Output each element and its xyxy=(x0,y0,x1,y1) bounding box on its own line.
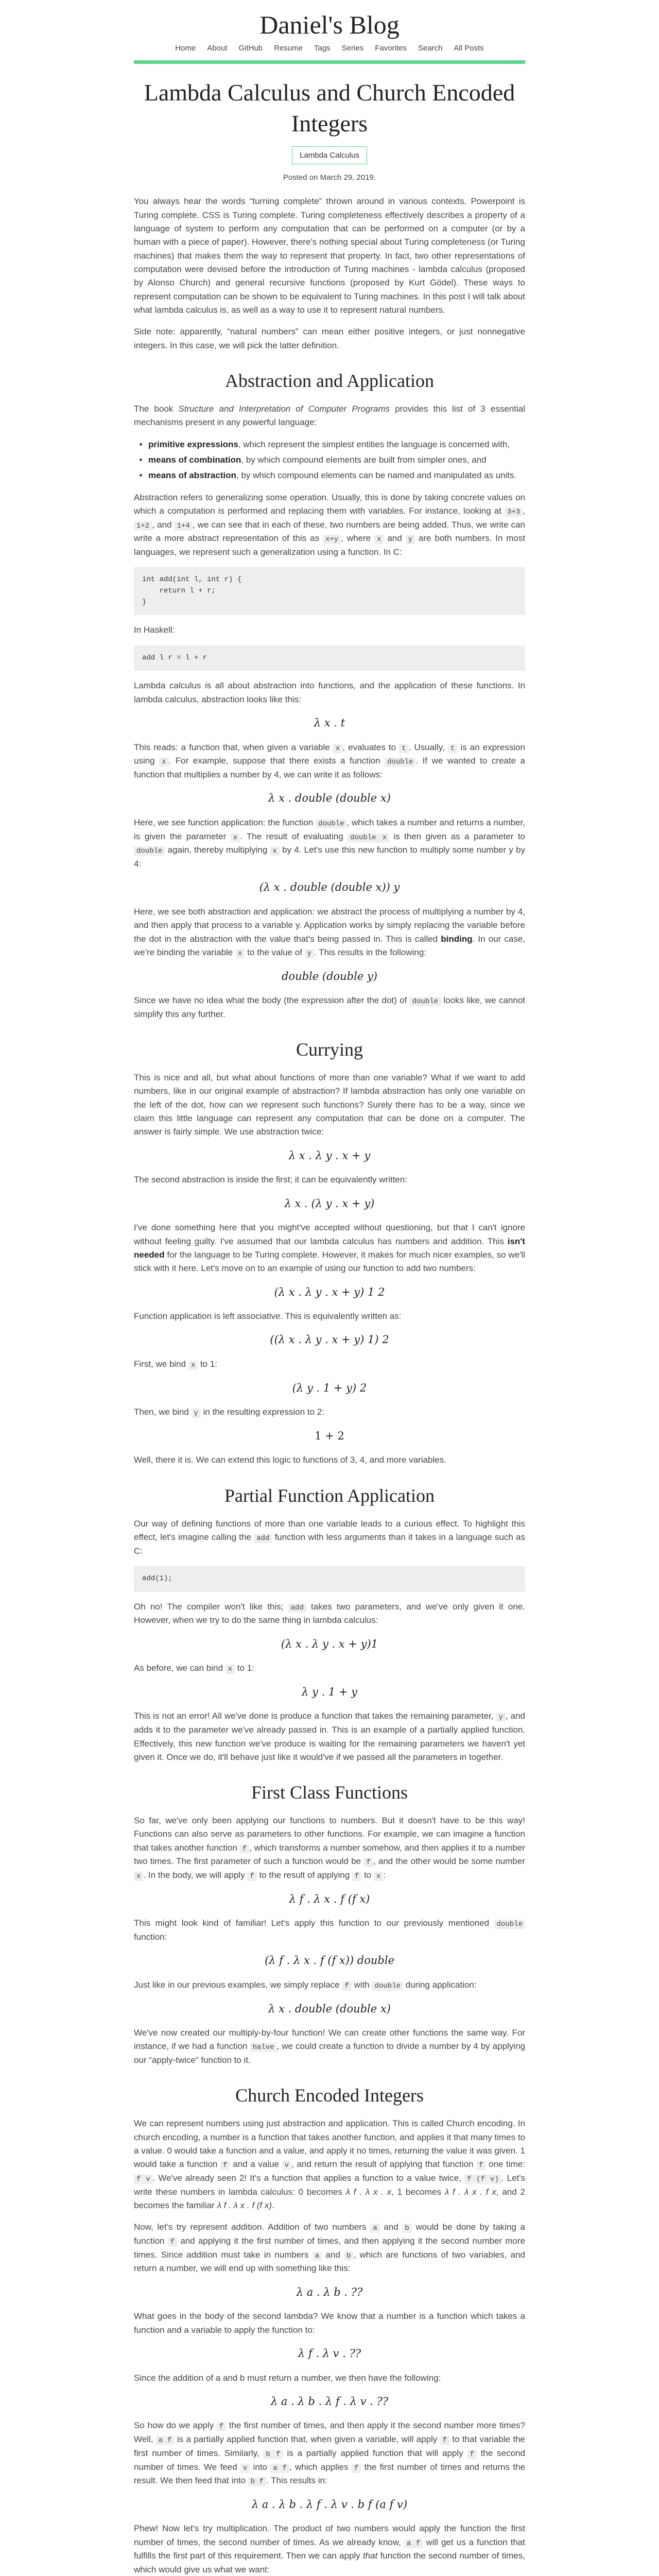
paragraph: First, we bind x to 1: xyxy=(134,1359,218,1369)
paragraph: We've now created our multiply-by-four function! We can create other functions the same way. For instance, if we had a function halve , we could create a function to divide a number by 4 by applying our “apply-twice” function to it. xyxy=(134,2028,525,2065)
paragraph: This is nice and all, but what about functions of more than one variable? What if we want to add numbers, like in our original example of abstraction? If lambda abstraction has only one variable on the left of the dot, how can we represent such functions? Surely there has to be a way, since we claim this little language can represent any computation that can be done on a computer. The answer is fairly simple. We use abstraction twice: xyxy=(134,1073,525,1137)
list-item: • means of abstraction, by which compound elements can be named and manipulated as units. xyxy=(148,469,525,482)
heading-currying: Currying xyxy=(296,1039,363,1060)
math-expression: λ x . λ y . x + y xyxy=(288,1149,371,1162)
nav-all-posts[interactable]: All Posts xyxy=(454,44,484,53)
paragraph: This reads: a function that, when given a variable x , evaluates to t . Usually, t is an expression using x . For example, suppose that there exists a function double . If we wanted to create a function that multiplies a number by 4, we can write it as follows: xyxy=(134,742,526,780)
math-expression: λ a . λ b . λ f . λ v . ?? xyxy=(270,2395,389,2408)
math-expression: λ a . λ b . ?? xyxy=(296,2285,363,2298)
paragraph: I've done something here that you might've accepted without questioning, but that I can't ignore without feeling guilty. I've assumed that our lambda calculus has numbers and addition. This isn't needed for the language to be Turing complete. However, it makes for much nicer examples, so we'll stick with it here. Let's move on to an example of using our function to add two numbers: xyxy=(134,1223,525,1274)
nav-tags[interactable]: Tags xyxy=(314,44,331,53)
post-title: Lambda Calculus and Church Encoded Integers xyxy=(144,79,515,137)
math-expression: λ x . (λ y . x + y) xyxy=(284,1197,375,1210)
paragraph: Since we have no idea what the body (the expression after the dot) of double looks like, we cannot simplify this any further. xyxy=(134,995,525,1019)
paragraph: Function application is left associative. This is equivalently written as: xyxy=(134,1311,402,1321)
tag-lambda-calculus[interactable]: Lambda Calculus xyxy=(292,146,367,164)
book-title: Structure and Interpretation of Computer Programs xyxy=(178,403,390,414)
list-item: • primitive expressions, which represent the simplest entities the language is concerned with, xyxy=(148,438,525,451)
post-date: Posted on March 29, 2019. xyxy=(283,173,376,182)
math-expression: λ f . λ x . f (f x) xyxy=(289,1892,370,1905)
inline-math: λ f . λ x . f x xyxy=(444,2187,496,2197)
paragraph: So far, we've only been applying our functions to numbers. But it doesn't have to be this way! Functions can also serve as parameters to other functions. For example, we can imagine a function that takes another function f , which transforms a number somehow, and then applies it to a number two times. The first parameter of such a function would be f , and the other would be some number x . In the body, we will apply f to the result of applying f to x : xyxy=(134,1816,525,1881)
heading-abstraction: Abstraction and Application xyxy=(225,370,434,392)
paragraph: This is not an error! All we've done is produce a function that takes the remaining parameter, y , and adds it to the parameter we've already passed in. This is an example of a partially applied function. Effectively, this new function we've produce is waiting for the remaining parameters we haven't yet given it. Once we do, it'll behave just like it would've if we passed all the parameters in together. xyxy=(134,1711,526,1762)
code-block-c: int add(int l, int r) { return l + r; } xyxy=(134,567,525,615)
header-accent-bar xyxy=(134,60,525,64)
nav-search[interactable]: Search xyxy=(418,44,443,53)
paragraph: As before, we can bind x to 1: xyxy=(134,1663,254,1674)
paragraph: Since the addition of a and b must return a number, we then have the following: xyxy=(134,2372,441,2383)
inline-math: λ f . λ x . f (f x) xyxy=(217,2200,272,2211)
math-expression: λ y . 1 + y xyxy=(301,1685,358,1698)
paragraph: In Haskell: xyxy=(134,625,175,635)
paragraph: We can represent numbers using just abstraction and application. This is called Church encoding. In church encoding, a number is a function that takes another function, and applies it that many times to a value. 0 would take a function and a value, and apply it no times, returning the value it was given. 1 would take a function f and a value v , and return the result of applying that function f one time: f v . We've already seen 2! It's a function that applies a function to a value twice, f (f v) . Let's write these numbers in lambda calculus: 0 becomes λ f . λ x . x, 1 becomes λ f . λ x . f x, and 2 becomes the familiar λ f . λ x . f (f x). xyxy=(134,2119,525,2211)
paragraph: Lambda calculus is all about abstraction into functions, and the application of these functions. In lambda calculus, abstraction looks like this: xyxy=(134,681,525,704)
math-expression: (λ y . 1 + y) 2 xyxy=(292,1381,367,1394)
paragraph: Now, let's try represent addition. Addition of two numbers a and b would be done by taking a function f and applying it the first number of times, and then applying it the second number more times. Since addition must take in numbers a and b , which are functions of two variables, and return a number, we will end up with something like this: xyxy=(134,2222,526,2274)
paragraph: Then, we bind y in the resulting expression to 2: xyxy=(134,1407,324,1418)
nav-resume[interactable]: Resume xyxy=(274,44,303,53)
nav-home[interactable]: Home xyxy=(175,44,196,53)
math-expression: λ x . t xyxy=(314,717,345,730)
math-expression: 1 + 2 xyxy=(315,1429,344,1442)
list-item: • means of combination, by which compound elements are built from simpler ones, and xyxy=(148,453,525,467)
main-nav xyxy=(134,42,525,59)
math-expression: ((λ x . λ y . x + y) 1) 2 xyxy=(270,1333,389,1346)
math-expression: (λ x . λ y . x + y) 1 2 xyxy=(274,1285,385,1298)
paragraph: Here, we see function application: the function double , which takes a number and returns a number, is given the parameter x . The result of evaluating double x is then given as a parameter to double again, thereby multiplying x by 4. Let's use this new function to multiply some number y by 4: xyxy=(134,817,525,869)
nav-favorites[interactable]: Favorites xyxy=(375,44,407,53)
paragraph: The second abstraction is inside the first; it can be equivalently written: xyxy=(134,1175,408,1185)
code-block-c: add(1); xyxy=(134,1566,525,1592)
paragraph: Here, we see both abstraction and application: we abstract the process of multiplying a number by 4, and then apply that process to a variable y. Application works by simply replacing the variable before the dot in the abstraction with the value that's being passed in. This is called binding. In our case, we're binding the variable x to the value of y . This results in the following: xyxy=(134,906,526,958)
heading-church-encoded-integers: Church Encoded Integers xyxy=(235,2085,424,2106)
math-expression: (λ x . double (double x)) y xyxy=(259,881,400,894)
site-title[interactable]: Daniel's Blog xyxy=(259,10,400,39)
math-expression: double (double y) xyxy=(282,970,377,982)
paragraph: So how do we apply f the first number of times, and then apply it the second number more times? Well, a f is a partially applied function that, when given a variable, will apply f to that variable the first number of times. Similarly, b f is a partially applied function that will apply f the second number of times. We feed v into a f , which applies f the first number of times and returns the result. We then feed that into b f . This results in: xyxy=(134,2420,525,2486)
paragraph: What goes in the body of the second lambda? We know that a number is a function which takes a function and a variable to apply the function to: xyxy=(134,2311,525,2335)
code-block-haskell: add l r = l + r xyxy=(134,646,525,671)
paragraph: Oh no! The compiler won't like this; add takes two parameters, and we've only given it one. However, when we try to do the same thing in lambda calculus: xyxy=(134,1601,525,1625)
inline-math: λ f . λ x . x xyxy=(345,2187,392,2197)
post xyxy=(134,77,525,2576)
heading-partial-application: Partial Function Application xyxy=(224,1485,435,1506)
intro-paragraph: You always hear the words “turning complete” thrown around in various contexts. Powerpoint is Turing complete. CSS is Turing complete. Turing completeness effectively describes a property of a language of system to perform any computation that can be performed on a computer (or by a human with a piece of paper). However, there's nothing special about Turing completeness (or Turing machines) that makes them the way to represent that property. In fact, two other representations of computation were devised before the introduction of Turing machines - lambda calculus (proposed by Alonso Church) and general recursive functions (proposed by Kurt Gödel). These ways to represent computation can be shown to be equivalent to Turing machines. In this post I will talk about what lambda calculus is, as well as a way to use it to represent natural numbers. xyxy=(134,196,525,315)
paragraph: Phew! Now let's try multiplication. The product of two numbers would apply the function the first number of times, the second number of times. As we already know, a f will get us a function that fulfills the first part of this requirement. Then we can apply that function the second number of times, which would give us what we want: xyxy=(134,2523,525,2574)
math-expression: (λ f . λ x . f (f x)) double xyxy=(264,1954,395,1967)
paragraph: Well, there it is. We can extend this logic to functions of 3, 4, and more variables. xyxy=(134,1455,446,1465)
paragraph: Abstraction refers to generalizing some operation. Usually, this is done by taking concrete values on which a computation is performed and replacing them with variables. For instance, looking at 3+3 , 1+2 , and 1+4 , we can see that in each of these, two numbers are being added. Thus, we write can write a more abstract representation of this as x+y , where x and y are both numbers. In most languages, we represent such a generalization using a function. In C: xyxy=(134,492,526,557)
page xyxy=(134,0,525,2576)
heading-first-class-functions: First Class Functions xyxy=(251,1782,408,1803)
paragraph: The book Structure and Interpretation of Computer Programs provides this list of 3 essential mechanisms present in any powerful language: xyxy=(134,403,525,428)
paragraph: Our way of defining functions of more than one variable leads to a curious effect. To highlight this effect, let's imagine calling the add function with less arguments than it takes in a language such as C: xyxy=(134,1518,525,1556)
math-expression: λ x . double (double x) xyxy=(268,2002,391,2015)
math-expression: (λ x . λ y . x + y)1 xyxy=(281,1637,378,1650)
nav-github[interactable]: GitHub xyxy=(238,44,263,53)
nav-series[interactable]: Series xyxy=(341,44,364,53)
math-expression: λ f . λ v . ?? xyxy=(298,2347,361,2360)
paragraph: This might look kind of familiar! Let's apply this function to our previously mentioned double function: xyxy=(134,1917,525,1944)
paragraph: Just like in our previous examples, we simply replace f with double during application: xyxy=(134,1979,477,1990)
math-expression: λ x . double (double x) xyxy=(268,792,391,805)
side-note-paragraph: Side note: apparently, “natural numbers” can mean either positive integers, or just nonnegative integers. In this case, we will pick the latter definition. xyxy=(134,327,525,350)
mechanism-list xyxy=(134,438,525,483)
nav-about[interactable]: About xyxy=(207,44,228,53)
math-expression: λ a . λ b . λ f . λ v . b f (a f v) xyxy=(251,2498,408,2511)
site-header xyxy=(134,9,525,59)
